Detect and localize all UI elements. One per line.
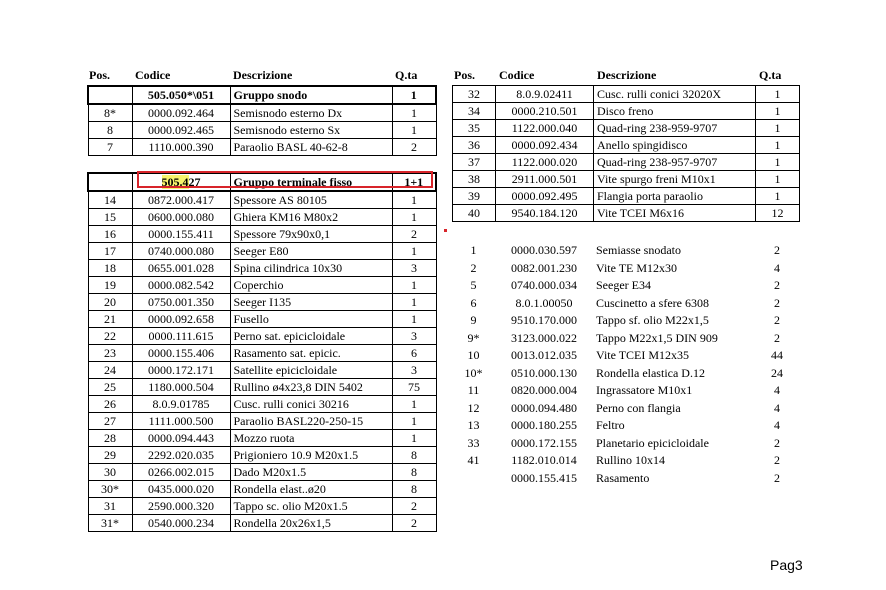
cell-qta: 1: [756, 188, 800, 205]
cell-descrizione: Fusello: [230, 311, 392, 328]
cell-descrizione: Planetario epicicloidale: [596, 435, 709, 450]
cell-qta: 2: [774, 330, 780, 345]
cell-pos: 35: [453, 120, 496, 137]
cell-pos: 21: [88, 311, 132, 328]
cell-qta: 1: [392, 104, 436, 122]
cell-qta: 1: [756, 171, 800, 188]
cell-codice: 0000.092.434: [496, 137, 594, 154]
cell-codice: 0740.000.034: [511, 278, 577, 293]
cell-descrizione: Semiasse snodato: [596, 243, 681, 258]
cell-codice: 1110.000.390: [132, 139, 230, 156]
right-parts-table: [452, 85, 800, 222]
cell-descrizione: Paraolio BASL220-250-15: [230, 413, 392, 430]
cell-descrizione: Anello spingidisco: [594, 137, 756, 154]
cell-qta: 4: [774, 400, 780, 415]
cell-codice: 0000.172.171: [132, 362, 230, 379]
cell-descrizione: Tappo sc. olio M20x1.5: [230, 498, 392, 515]
table-row: [88, 139, 436, 156]
cell-pos: [88, 86, 132, 104]
cell-codice: 505.050*\051: [132, 86, 230, 104]
table-row: [452, 277, 799, 295]
cell-pos: 1: [470, 243, 477, 258]
cell-codice: 0000.094.480: [511, 400, 577, 415]
cell-descrizione: Semisnodo esterno Sx: [230, 122, 392, 139]
cell-descrizione: Ingrassatore M10x1: [596, 383, 693, 398]
cell-qta: 2: [774, 470, 780, 485]
cell-codice: 8.0.9.02411: [496, 86, 594, 103]
cell-descrizione: Prigioniero 10.9 M20x1.5: [230, 447, 392, 464]
table-row: [88, 328, 436, 345]
cell-codice: 2590.000.320: [132, 498, 230, 515]
cell-codice: 0510.000.130: [511, 365, 577, 380]
table-row: [88, 396, 436, 413]
cell-descrizione: Dado M20x1.5: [230, 464, 392, 481]
cell-qta: 6: [392, 345, 436, 362]
cell-qta: 1: [756, 154, 800, 171]
page-number: Pag3: [770, 557, 803, 573]
table-row: [88, 122, 436, 139]
cell-qta: 2: [774, 278, 780, 293]
cell-descrizione: Paraolio BASL 40-62-8: [230, 139, 392, 156]
cell-pos: 24: [88, 362, 132, 379]
cell-codice: 1122.000.020: [496, 154, 594, 171]
cell-descrizione: Spina cilindrica 10x30: [230, 260, 392, 277]
cell-qta: 1: [392, 277, 436, 294]
table-row: [88, 209, 436, 226]
cell-descrizione: Rullino 10x14: [596, 453, 666, 468]
highlighted-code: 505.4: [161, 175, 189, 189]
cell-pos: 27: [88, 413, 132, 430]
cell-qta: 1+1: [392, 173, 436, 191]
cell-pos: 30*: [88, 481, 132, 498]
cell-pos: 18: [88, 260, 132, 277]
cell-codice: 0872.000.417: [132, 191, 230, 209]
cell-descrizione: Vite TCEI M12x35: [596, 348, 690, 363]
cell-descrizione: Rasamento: [596, 470, 650, 485]
cell-pos: 26: [88, 396, 132, 413]
left-header-codice: Codice: [135, 68, 171, 82]
cell-codice: 0000.111.615: [132, 328, 230, 345]
cell-qta: 1: [756, 103, 800, 120]
cell-codice: 0000.092.495: [496, 188, 594, 205]
cell-pos: 5: [470, 278, 477, 293]
cell-qta: 1: [392, 413, 436, 430]
cell-descrizione: Cusc. rulli conici 30216: [230, 396, 392, 413]
cell-descrizione: Vite spurgo freni M10x1: [594, 171, 756, 188]
highlight-box: [137, 171, 433, 188]
cell-qta: 2: [774, 453, 780, 468]
table-row: [88, 104, 436, 122]
cell-pos: 23: [88, 345, 132, 362]
left-header-qta: Q.ta: [395, 68, 418, 82]
cell-pos: 19: [88, 277, 132, 294]
cell-descrizione: Seeger E34: [596, 278, 651, 293]
cell-qta: 1: [756, 120, 800, 137]
cell-codice: 8.0.1.00050: [515, 295, 573, 310]
table-row: [88, 413, 436, 430]
cell-pos: 8*: [88, 104, 132, 122]
cell-qta: 4: [774, 418, 780, 433]
cell-descrizione: Vite TCEI M6x16: [594, 205, 756, 222]
red-mark: [444, 229, 447, 232]
cell-descrizione: Gruppo terminale fisso: [230, 173, 392, 191]
table-row: [88, 379, 436, 396]
cell-pos: 22: [88, 328, 132, 345]
cell-descrizione: Gruppo snodo: [230, 86, 392, 104]
cell-pos: 12: [467, 400, 480, 415]
table-row: [452, 295, 799, 313]
cell-qta: 2: [774, 295, 780, 310]
table-row: [88, 481, 436, 498]
cell-codice: 0655.001.028: [132, 260, 230, 277]
cell-descrizione: Coperchio: [230, 277, 392, 294]
cell-qta: 1: [756, 86, 800, 103]
cell-descrizione: Disco freno: [594, 103, 756, 120]
table-row: [88, 294, 436, 311]
cell-codice: 3123.000.022: [511, 330, 577, 345]
cell-pos: 31: [88, 498, 132, 515]
table-row: [88, 243, 436, 260]
cell-pos: 38: [453, 171, 496, 188]
table-row: [452, 312, 799, 330]
cell-pos: 29: [88, 447, 132, 464]
table-row: [452, 400, 799, 418]
cell-pos: 20: [88, 294, 132, 311]
cell-qta: 1: [392, 122, 436, 139]
cell-pos: 17: [88, 243, 132, 260]
table-row: [452, 435, 799, 453]
table-row: [453, 86, 800, 103]
cell-codice: 0000.155.415: [511, 470, 577, 485]
cell-pos: 33: [467, 435, 480, 450]
cell-codice: 0266.002.015: [132, 464, 230, 481]
cell-descrizione: Rondella elastica D.12: [596, 365, 705, 380]
cell-pos: 9*: [467, 330, 480, 345]
cell-qta: 1: [392, 430, 436, 447]
cell-pos: 31*: [88, 515, 132, 532]
cell-descrizione: Perno sat. epicicloidale: [230, 328, 392, 345]
right-header-descrizione: Descrizione: [597, 68, 657, 82]
cell-pos: 28: [88, 430, 132, 447]
table-row: [88, 191, 436, 209]
cell-codice: 0000.030.597: [511, 243, 577, 258]
table-row: [453, 103, 800, 120]
cell-codice: 1122.000.040: [496, 120, 594, 137]
left-parts-table: [87, 85, 437, 532]
cell-pos: 30: [88, 464, 132, 481]
cell-codice: 0082.001.230: [511, 260, 577, 275]
cell-pos: 32: [453, 86, 496, 103]
right-header-qta: Q.ta: [759, 68, 782, 82]
cell-codice: 0000.155.406: [132, 345, 230, 362]
cell-qta: 2: [774, 435, 780, 450]
cell-qta: 4: [774, 383, 780, 398]
table-row: [453, 120, 800, 137]
cell-descrizione: Cusc. rulli conici 32020X: [594, 86, 756, 103]
cell-qta: 1: [392, 294, 436, 311]
cell-pos: 34: [453, 103, 496, 120]
cell-qta: 8: [392, 464, 436, 481]
cell-codice: 1182.010.014: [511, 453, 577, 468]
table-row: [453, 188, 800, 205]
table-row: [452, 382, 799, 400]
table-row: [88, 345, 436, 362]
table-row: [88, 226, 436, 243]
cell-codice: 9510.170.000: [511, 313, 577, 328]
cell-qta: 75: [392, 379, 436, 396]
cell-qta: 3: [392, 328, 436, 345]
cell-codice: 0000.082.542: [132, 277, 230, 294]
cell-descrizione: Vite TE M12x30: [596, 260, 678, 275]
cell-qta: 1: [392, 243, 436, 260]
cell-descrizione: Rondella elast..ø20: [230, 481, 392, 498]
cell-descrizione: Feltro: [596, 418, 625, 433]
cell-codice: 2292.020.035: [132, 447, 230, 464]
table-row: [452, 242, 799, 260]
table-row: [453, 154, 800, 171]
table-row: [88, 311, 436, 328]
right-header-codice: Codice: [499, 68, 535, 82]
cell-codice: 0820.000.004: [511, 383, 577, 398]
cell-codice: 0000.180.255: [511, 418, 577, 433]
table-row: [88, 447, 436, 464]
cell-qta: 3: [392, 362, 436, 379]
right-plain-list: [452, 242, 799, 487]
table-row: [88, 430, 436, 447]
cell-codice: 0750.001.350: [132, 294, 230, 311]
cell-pos: [88, 173, 132, 191]
cell-pos: 10: [467, 348, 480, 363]
cell-qta: 4: [774, 260, 780, 275]
cell-qta: 1: [392, 311, 436, 328]
cell-codice: 0000.094.443: [132, 430, 230, 447]
table-row: [452, 365, 799, 383]
cell-descrizione: Seeger I135: [230, 294, 392, 311]
cell-codice: 0435.000.020: [132, 481, 230, 498]
cell-codice: 0540.000.234: [132, 515, 230, 532]
cell-pos: [452, 470, 495, 488]
cell-qta: 1: [392, 86, 436, 104]
table-row: [88, 515, 436, 532]
cell-codice: 1111.000.500: [132, 413, 230, 430]
cell-descrizione: Seeger E80: [230, 243, 392, 260]
cell-descrizione: Rondella 20x26x1,5: [230, 515, 392, 532]
cell-qta: 2: [392, 515, 436, 532]
cell-descrizione: Perno con flangia: [596, 400, 681, 415]
cell-codice: 0000.092.464: [132, 104, 230, 122]
cell-pos: 15: [88, 209, 132, 226]
cell-codice: 9540.184.120: [496, 205, 594, 222]
cell-pos: 39: [453, 188, 496, 205]
cell-descrizione: Tappo M22x1,5 DIN 909: [596, 330, 718, 345]
cell-qta: 2: [392, 498, 436, 515]
cell-pos: 41: [467, 453, 480, 468]
cell-descrizione: Spessore 79x90x0,1: [230, 226, 392, 243]
cell-codice: 0600.000.080: [132, 209, 230, 226]
cell-descrizione: Mozzo ruota: [230, 430, 392, 447]
table-row: [88, 260, 436, 277]
cell-pos: 2: [470, 260, 477, 275]
cell-pos: 13: [467, 418, 480, 433]
cell-codice: 1180.000.504: [132, 379, 230, 396]
table-row: [452, 470, 799, 488]
cell-descrizione: Quad-ring 238-957-9707: [594, 154, 756, 171]
cell-codice: 0000.172.155: [511, 435, 577, 450]
table-row: [452, 260, 799, 278]
cell-qta: 2: [392, 226, 436, 243]
cell-descrizione: Ghiera KM16 M80x2: [230, 209, 392, 226]
table-row: [453, 205, 800, 222]
table-row: [88, 464, 436, 481]
cell-descrizione: Semisnodo esterno Dx: [230, 104, 392, 122]
cell-codice: 0000.210.501: [496, 103, 594, 120]
cell-descrizione: Cuscinetto a sfere 6308: [596, 295, 709, 310]
cell-qta: 2: [392, 139, 436, 156]
cell-qta: 8: [392, 447, 436, 464]
cell-pos: 10*: [464, 365, 483, 380]
cell-descrizione: Flangia porta paraolio: [594, 188, 756, 205]
table-row: [453, 171, 800, 188]
cell-pos: 36: [453, 137, 496, 154]
cell-descrizione: Spessore AS 80105: [230, 191, 392, 209]
table-row: [452, 452, 799, 470]
table-row: [453, 137, 800, 154]
cell-qta: 1: [392, 396, 436, 413]
cell-codice: 0013.012.035: [511, 348, 577, 363]
cell-qta: 24: [771, 365, 783, 380]
table-row: [88, 498, 436, 515]
cell-pos: 8: [88, 122, 132, 139]
table-row: [88, 277, 436, 294]
left-header-descrizione: Descrizione: [233, 68, 293, 82]
cell-codice: 2911.000.501: [496, 171, 594, 188]
cell-pos: 37: [453, 154, 496, 171]
table-row: [88, 362, 436, 379]
cell-qta: 2: [774, 243, 780, 258]
group-title-row: [88, 86, 436, 104]
cell-descrizione: Satellite epicicloidale: [230, 362, 392, 379]
cell-descrizione: Rasamento sat. epicic.: [230, 345, 392, 362]
cell-pos: 11: [467, 383, 480, 398]
cell-qta: 3: [392, 260, 436, 277]
cell-qta: 1: [392, 209, 436, 226]
right-header-pos: Pos.: [454, 68, 475, 82]
cell-descrizione: Quad-ring 238-959-9707: [594, 120, 756, 137]
cell-pos: 16: [88, 226, 132, 243]
cell-codice: 0000.155.411: [132, 226, 230, 243]
cell-descrizione: Tappo sf. olio M22x1,5: [596, 313, 709, 328]
cell-pos: 6: [470, 295, 477, 310]
cell-pos: 25: [88, 379, 132, 396]
left-header-pos: Pos.: [89, 68, 110, 82]
table-row: [452, 330, 799, 348]
cell-descrizione: Rullino ø4x23,8 DIN 5402: [230, 379, 392, 396]
table-row: [452, 417, 799, 435]
cell-qta: 8: [392, 481, 436, 498]
table-row: [452, 347, 799, 365]
cell-qta: 1: [392, 191, 436, 209]
cell-qta: 2: [774, 313, 780, 328]
cell-codice: 0000.092.465: [132, 122, 230, 139]
cell-qta: 44: [771, 348, 783, 363]
cell-pos: 9: [470, 313, 477, 328]
code-rest: 27: [188, 175, 201, 189]
cell-pos: 40: [453, 205, 496, 222]
cell-qta: 12: [756, 205, 800, 222]
cell-qta: 1: [756, 137, 800, 154]
cell-pos: 7: [88, 139, 132, 156]
cell-codice: 0000.092.658: [132, 311, 230, 328]
cell-codice: 8.0.9.01785: [132, 396, 230, 413]
cell-codice: 0740.000.080: [132, 243, 230, 260]
cell-pos: 14: [88, 191, 132, 209]
